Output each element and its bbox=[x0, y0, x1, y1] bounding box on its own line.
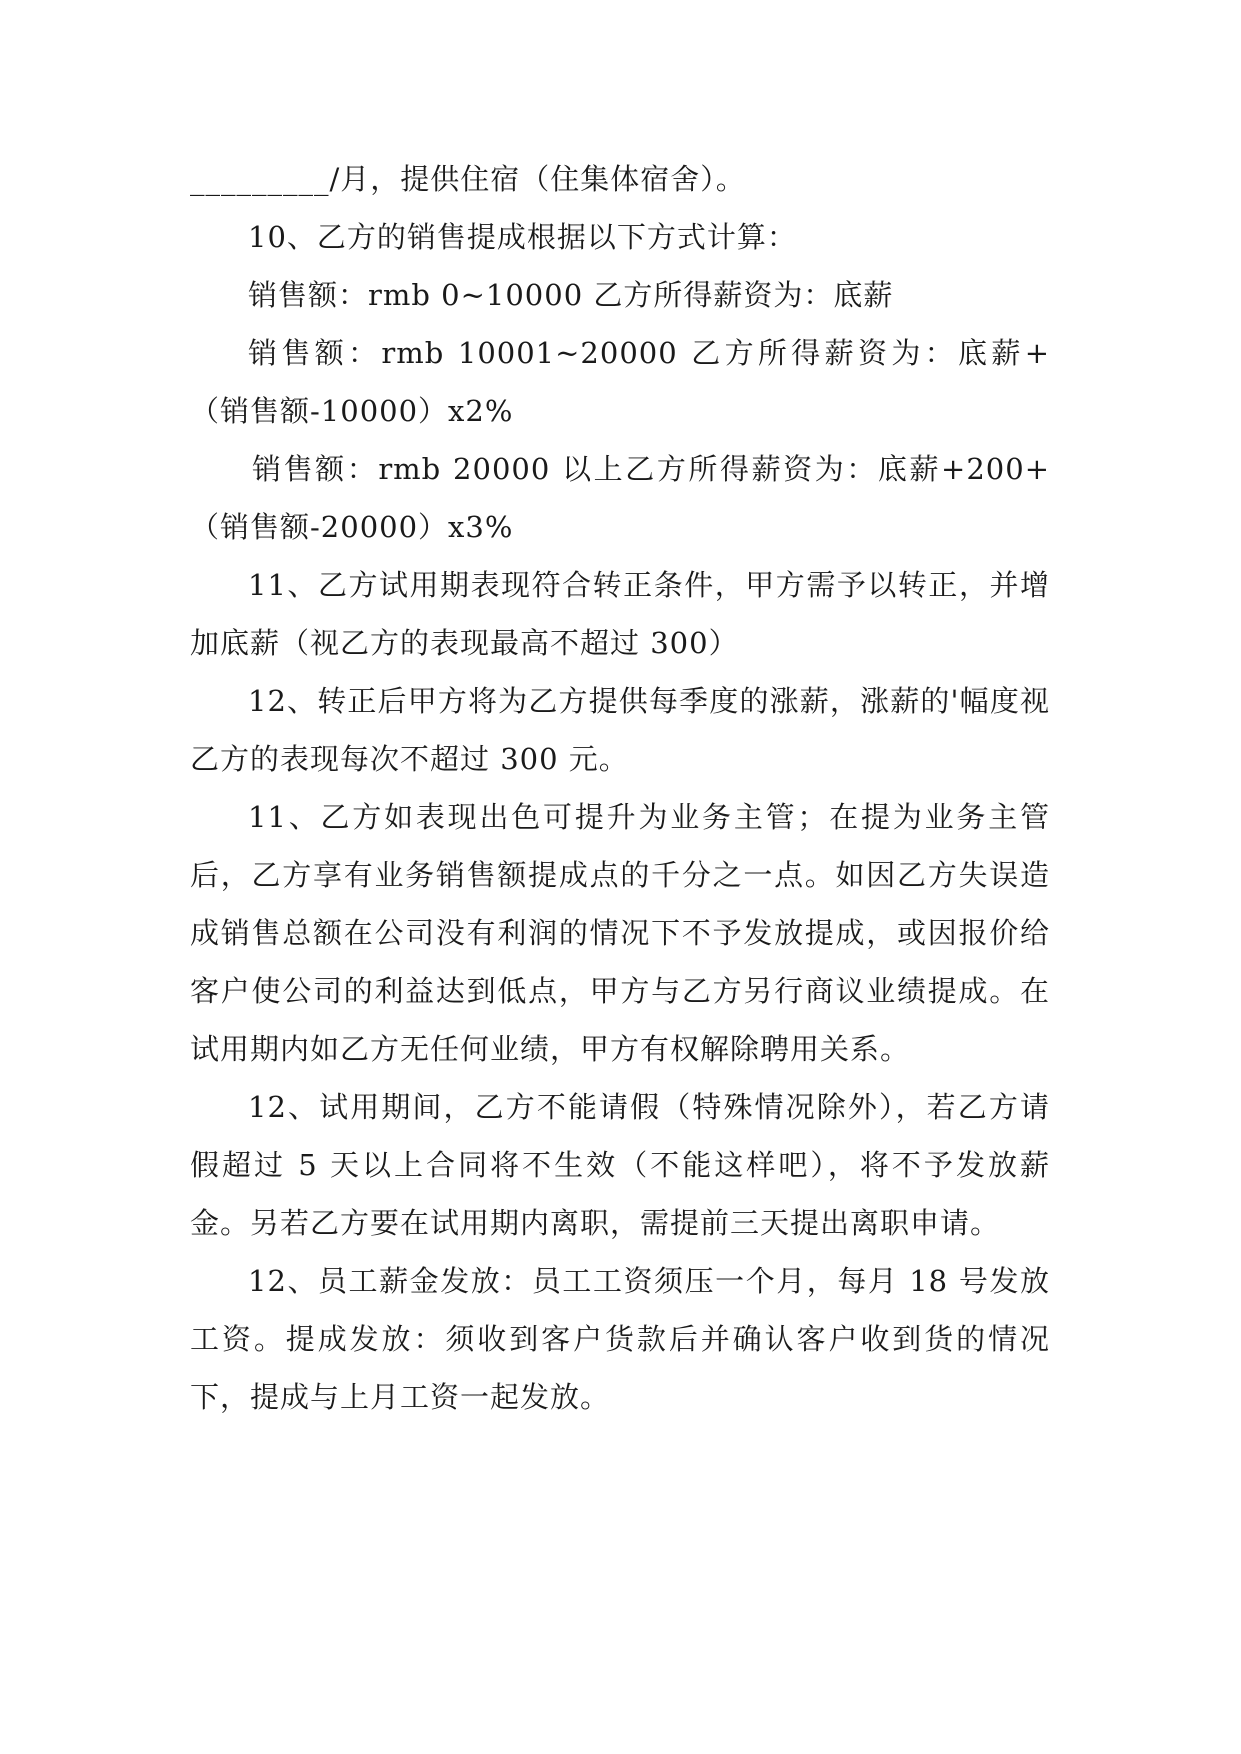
paragraph-probation-confirmation: 11、乙方试用期表现符合转正条件，甲方需予以转正，并增加底薪（视乙方的表现最高不超过 300） bbox=[190, 568, 1050, 660]
paragraph-tier-3: 销售额：rmb 20000 以上乙方所得薪资为：底薪+200+（销售额-20000）x3% bbox=[190, 452, 1050, 544]
paragraph-tier-1: 销售额：rmb 0~10000 乙方所得薪资为：底薪 bbox=[248, 278, 894, 312]
paragraph-commission-intro: 10、乙方的销售提成根据以下方式计算： bbox=[248, 220, 797, 254]
paragraph-quarterly-raise: 12、转正后甲方将为乙方提供每季度的涨薪，涨薪的'幅度视乙方的表现每次不超过 300 元。 bbox=[190, 684, 1050, 776]
paragraph-tier-2: 销售额：rmb 10001~20000 乙方所得薪资为：底薪+（销售额-10000）x2% bbox=[190, 336, 1050, 428]
paragraph-accommodation: _________/月，提供住宿（住集体宿舍）。 bbox=[190, 162, 746, 196]
document-body bbox=[190, 150, 1050, 1426]
paragraph-salary-payment: 12、员工薪金发放：员工工资须压一个月，每月 18 号发放工资。提成发放：须收到客户货款后并确认客户收到货的情况下，提成与上月工资一起发放。 bbox=[190, 1264, 1050, 1414]
paragraph-supervisor-promotion: 11、乙方如表现出色可提升为业务主管；在提为业务主管后，乙方享有业务销售额提成点的千分之一点。如因乙方失误造成销售总额在公司没有利润的情况下不予发放提成，或因报价给客户使公司的利益达到低点，甲方与乙方另行商议业绩提成。在试用期内如乙方无任何业绩，甲方有权解除聘用关系。 bbox=[190, 800, 1050, 1066]
paragraph-leave-policy: 12、试用期间，乙方不能请假（特殊情况除外），若乙方请假超过 5 天以上合同将不生效（不能这样吧），将不予发放薪金。另若乙方要在试用期内离职，需提前三天提出离职申请。 bbox=[190, 1090, 1050, 1240]
